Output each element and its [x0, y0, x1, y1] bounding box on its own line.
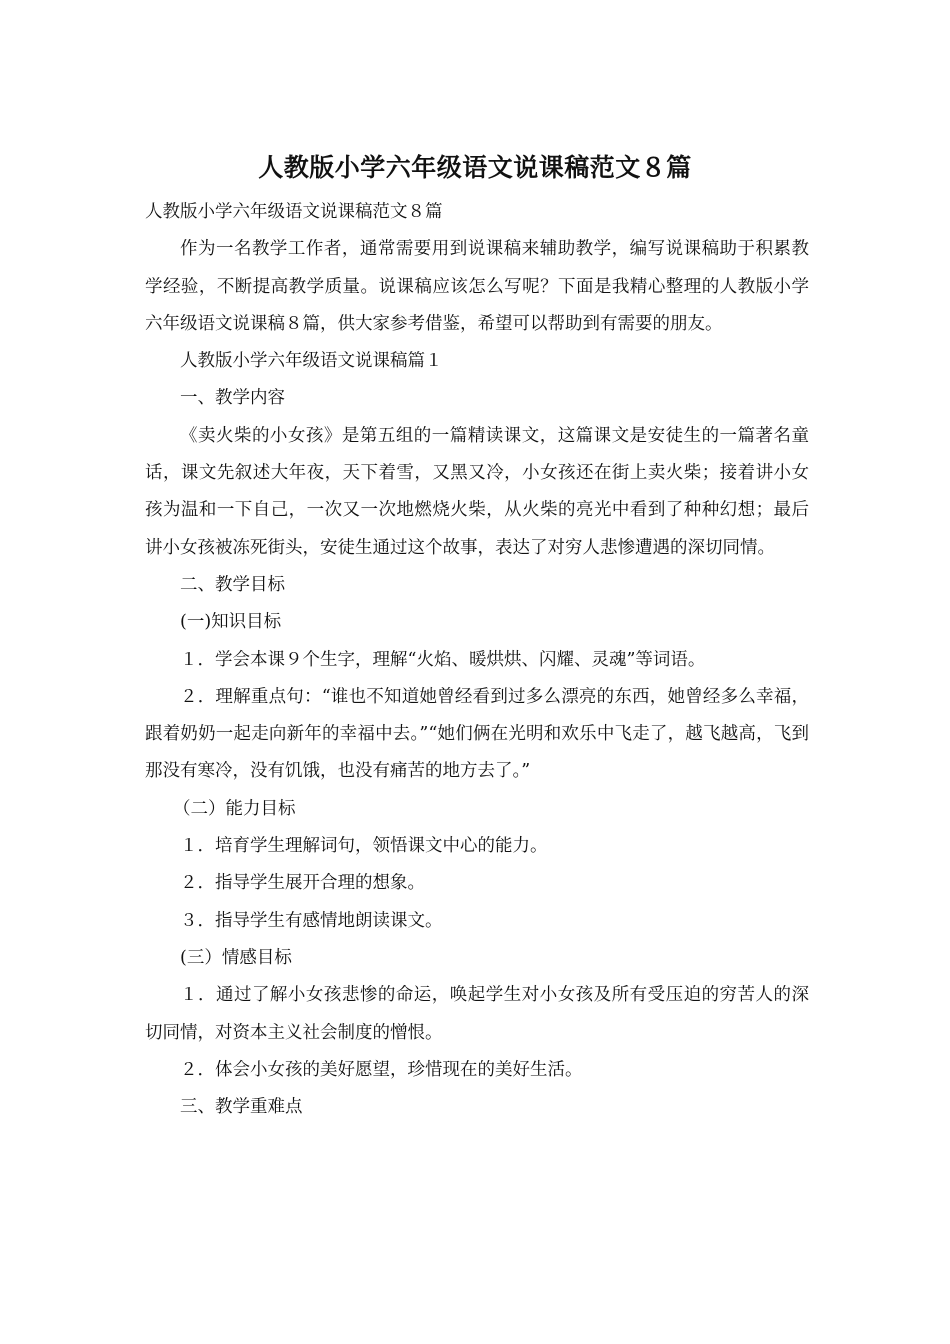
list-item: １．培育学生理解词句，领悟课文中心的能力。	[180, 836, 548, 857]
body-paragraph: 《卖火柴的小女孩》是第五组的一篇精读课文，这篇课文是安徒生的一篇著名童话，课文先叙述大年夜，天下着雪，又黑又冷，小女孩还在街上卖火柴；接着讲小女孩为温和一下自己，一次又一次地燃烧火柴，从火柴的亮光中看到了种种幻想；最后讲小女孩被冻死街头，安徒生通过这个故事，表达了对穷人悲惨遭遇的深切同情。	[145, 425, 809, 558]
subtitle-paragraph: 人教版小学六年级语文说课稿范文８篇	[145, 202, 443, 222]
list-item: ２．指导学生展开合理的想象。	[180, 873, 425, 894]
list-item: １．通过了解小女孩悲惨的命运，唤起学生对小女孩及所有受压迫的穷苦人的深切同情，对资本主义社会制度的憎恨。	[145, 985, 809, 1043]
document-title: 人教版小学六年级语文说课稿范文８篇	[258, 153, 692, 182]
subsection-heading: （二）能力目标	[173, 798, 296, 819]
section-heading: 二、教学目标	[180, 574, 285, 595]
intro-paragraph: 作为一名教学工作者，通常需要用到说课稿来辅助教学，编写说课稿助于积累教学经验，不断提高教学质量。说课稿应该怎么写呢？下面是我精心整理的人教版小学六年级语文说课稿８篇，供大家参考借鉴，希望可以帮助到有需要的朋友。	[145, 239, 809, 334]
list-item: ２．理解重点句：“谁也不知道她曾经看到过多么漂亮的东西，她曾经多么幸福，跟着奶奶一起走向新年的幸福中去。”“她们俩在光明和欢乐中飞走了，越飞越高，飞到那没有寒冷，没有饥饿，也没有痛苦的地方去了。”	[145, 686, 809, 782]
list-item: １．学会本课９个生字，理解“火焰、暖烘烘、闪耀、灵魂”等词语。	[180, 649, 706, 670]
document-body	[145, 194, 809, 1126]
section-heading: 三、教学重难点	[180, 1097, 303, 1118]
section-heading: 一、教学内容	[180, 388, 285, 409]
subsection-heading: (三）情感目标	[180, 947, 292, 968]
list-item: ３．指导学生有感情地朗读课文。	[180, 910, 443, 931]
list-item: ２．体会小女孩的美好愿望，珍惜现在的美好生活。	[180, 1059, 583, 1080]
section-heading: 人教版小学六年级语文说课稿篇１	[180, 351, 443, 372]
subsection-heading: (一)知识目标	[180, 612, 282, 633]
